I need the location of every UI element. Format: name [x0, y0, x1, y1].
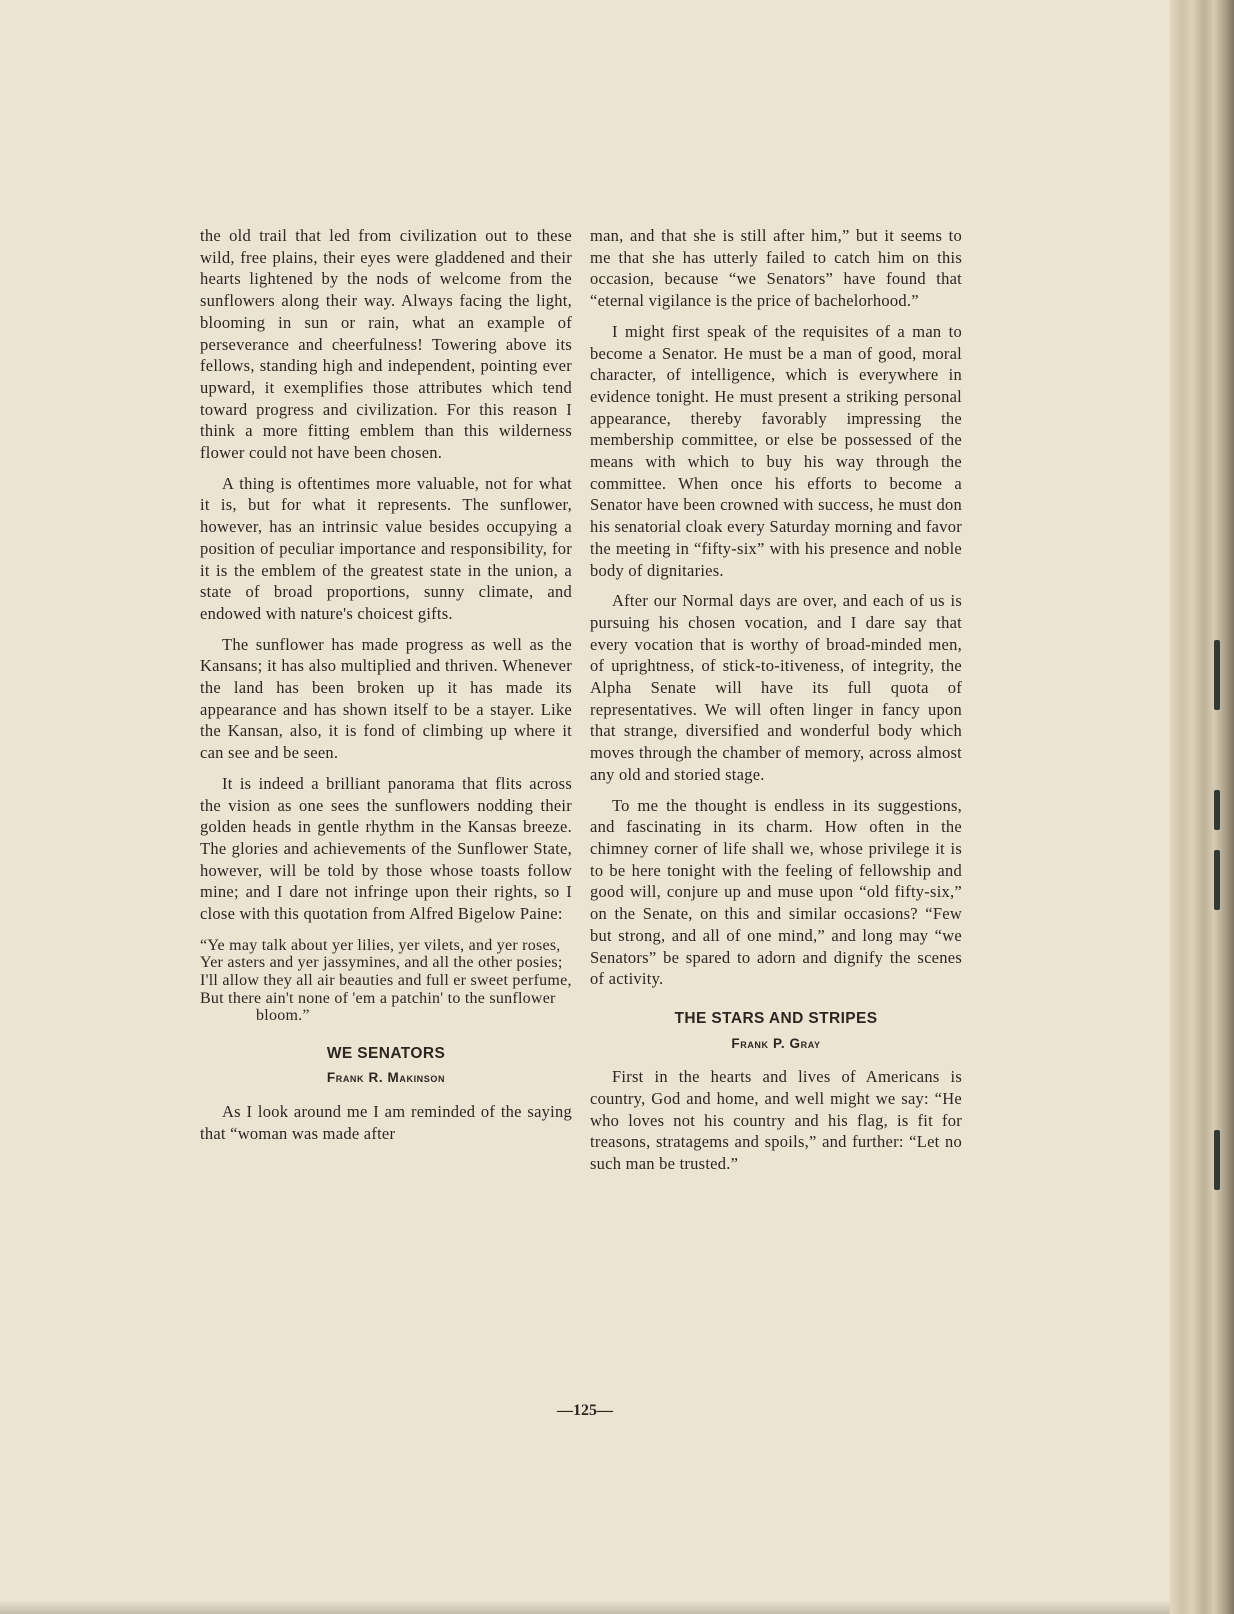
left-paragraph-2: A thing is oftentimes more valuable, not for what it is, but for what it represents. The sunflower, however, has an intrinsic value besides occupying a position of peculiar importance and responsibility, for it is the emblem of the greatest state in the union, a state of broad proportions, sunny climate, and endowed with nature's choicest gifts. — [200, 473, 572, 623]
we-senators-heading: WE SENATORS — [326, 1044, 446, 1062]
left-paragraph-4: It is indeed a brilliant panorama that flits across the vision as one sees the sunflowers nodding their golden heads in gentle rhythm in the Kansas breeze. The glories and achievements of the Sunflower State, however, will be told by those whose toasts follow mine; and I dare not infringe upon their rights, so I close with this quotation from Alfred Bigelow Paine: — [200, 773, 572, 924]
binding-mark-4 — [1214, 1130, 1220, 1190]
right-column — [590, 225, 962, 1184]
right-paragraph-1: man, and that she is still after him,” but it seems to me that she has utterly failed to catch him on this occasion, because “we Senators” have found that “eternal vigilance is the price of bachelorhood.” — [590, 226, 962, 311]
page-bottom-shadow — [0, 1600, 1170, 1614]
poem-line-1: “Ye may talk about yer lilies, yer vilets, and yer roses, — [200, 936, 561, 954]
stars-and-stripes-heading: THE STARS AND STRIPES — [674, 1009, 878, 1027]
we-senators-paragraph-1: As I look around me I am reminded of the saying that “woman was made after — [200, 1102, 572, 1143]
page-edge-binding — [1170, 0, 1234, 1614]
binding-mark-1 — [1214, 640, 1220, 710]
page-number: —125— — [557, 1402, 613, 1419]
binding-mark-3 — [1214, 850, 1220, 910]
sunflower-poem — [200, 937, 572, 1025]
stars-and-stripes-byline: Frank P. Gray — [731, 1035, 821, 1051]
left-column — [200, 225, 572, 1154]
right-paragraph-2: I might first speak of the requisites of a man to become a Senator. He must be a man of good, moral character, of intelligence, which is everywhere in evidence tonight. He must present a striking personal appearance, thereby favorably impressing the membership committee, or else be possessed of the means with which to buy his way through the committee. When once his efforts to become a Senator have been crowned with success, he must don his senatorial cloak every Saturday morning and favor the meeting in “fifty-six” with his presence and noble body of dignitaries. — [590, 321, 962, 580]
left-paragraph-3: The sunflower has made progress as well as the Kansans; it has also multiplied and thriven. Whenever the land has been broken up it has made its appearance and has shown itself to be a stayer. Like the Kansan, also, it is fond of climbing up where it can see and be seen. — [200, 634, 572, 763]
stars-and-stripes-paragraph-1: First in the hearts and lives of Americans is country, God and home, and well might we say: “He who loves not his country and his flag, is fit for treasons, stratagems and spoils,” and further: “Let no such man be trusted.” — [590, 1067, 962, 1174]
binding-mark-2 — [1214, 790, 1220, 830]
poem-line-3: I'll allow they all air beauties and full er sweet perfume, — [200, 971, 572, 989]
left-paragraph-1: the old trail that led from civilization out to these wild, free plains, their eyes were gladdened and their hearts lightened by the nods of welcome from the sunflowers along their way. Always facing the light, blooming in sun or rain, what an example of perseverance and cheerfulness! Towering above its fellows, standing high and independent, pointing ever upward, it exemplifies those attributes which tend toward progress and civilization. For this reason I think a more fitting emblem than this wilderness flower could not have been chosen. — [200, 226, 572, 463]
right-paragraph-3: After our Normal days are over, and each of us is pursuing his chosen vocation, and I dare say that every vocation that is worthy of broad-minded men, of uprightness, of stick-to-itiveness, of integrity, the Alpha Senate will have its full quota of representatives. We will often linger in fancy upon that strange, diversified and wonderful body which moves through the chamber of memory, across almost any old and storied stage. — [590, 591, 962, 784]
poem-line-4: But there ain't none of 'em a patchin' to the sunflower bloom.” — [200, 989, 556, 1025]
right-paragraph-4: To me the thought is endless in its suggestions, and fascinating in its charm. How often in the chimney corner of life shall we, whose privilege it is to be here tonight with the feeling of fellowship and good will, conjure up and muse upon “old fifty-six,” on the Senate, on this and similar occasions? “Few but strong, and all of one mind,” and long may “we Senators” be spared to adorn and dignify the scenes of activity. — [590, 795, 962, 989]
poem-line-2: Yer asters and yer jassymines, and all the other posies; — [200, 954, 563, 972]
we-senators-byline: Frank R. Makinson — [326, 1070, 446, 1086]
